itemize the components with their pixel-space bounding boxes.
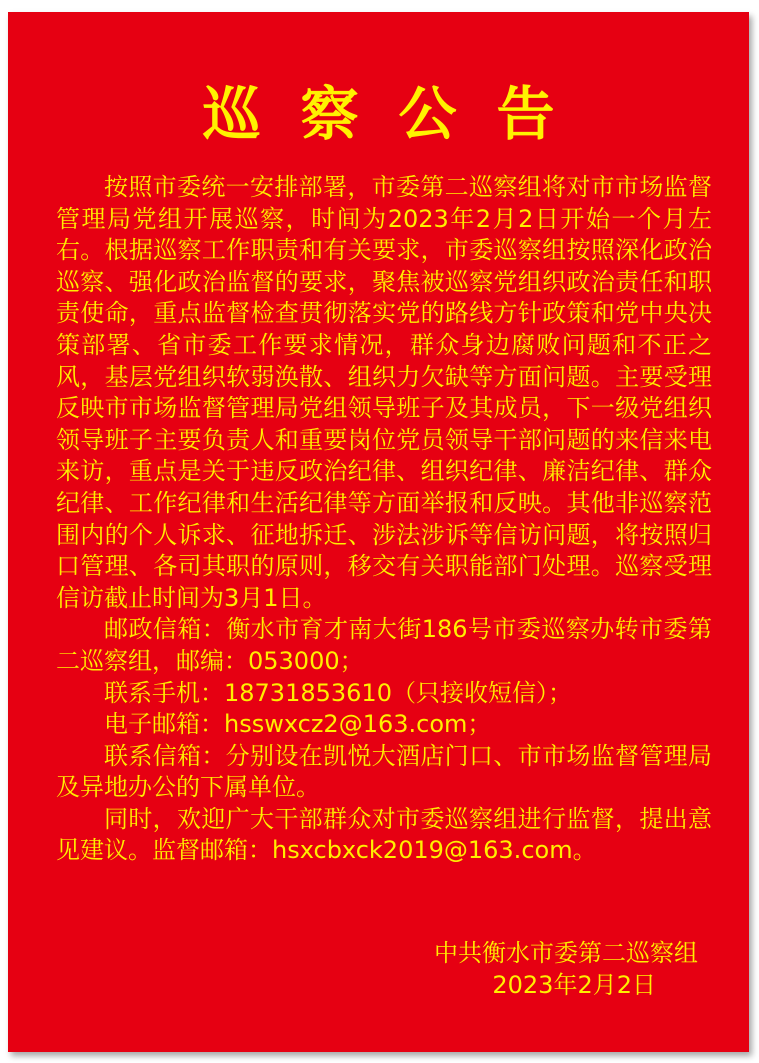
signature-block	[408, 937, 708, 1001]
paragraph-main: 按照市委统一安排部署，市委第二巡察组将对市市场监督管理局党组开展巡察，时间为2023年2月2日开始一个月左右。根据巡察工作职责和有关要求，市委巡察组按照深化政治巡察、强化政治监督的要求，聚焦被巡察党组织政治责任和职责使命，重点监督检查贯彻落实党的路线方针政策和党中央决策部署、省市委工作要求情况，群众身边腐败问题和不正之风，基层党组织软弱涣散、组织力欠缺等方面问题。主要受理反映市市场监督管理局党组领导班子及其成员，下一级党组织领导班子主要负责人和重要岗位党员领导干部问题的来信来电来访，重点是关于违反政治纪律、组织纪律、廉洁纪律、群众纪律、工作纪律和生活纪律等方面举报和反映。其他非巡察范围内的个人诉求、征地拆迁、涉法涉诉等信访问题，将按照归口管理、各司其职的原则，移交有关职能部门处理。巡察受理信访截止时间为3月1日。	[56, 173, 712, 612]
notice-title: 巡察公告	[202, 80, 595, 148]
paragraph-mailbox-locations: 联系信箱：分别设在凯悦大酒店门口、市市场监督管理局及异地办公的下属单位。	[56, 741, 712, 802]
notice-body	[56, 172, 712, 867]
signature-date: 2023年2月2日	[492, 971, 656, 999]
paragraph-postal-box: 邮政信箱：衡水市育才南大街186号市委巡察办转市委第二巡察组，邮编：053000；	[56, 615, 712, 675]
signature-organization: 中共衡水市委第二巡察组	[434, 939, 698, 967]
paragraph-mobile: 联系手机：18731853610（只接收短信）；	[104, 678, 572, 707]
notice-poster	[8, 12, 749, 1052]
paragraph-email: 电子邮箱：hsswxcz2@163.com；	[104, 710, 492, 739]
paragraph-supervision: 同时，欢迎广大干部群众对市委巡察组进行监督，提出意见建议。监督邮箱：hsxcbxck2019@163.com。	[56, 804, 712, 865]
